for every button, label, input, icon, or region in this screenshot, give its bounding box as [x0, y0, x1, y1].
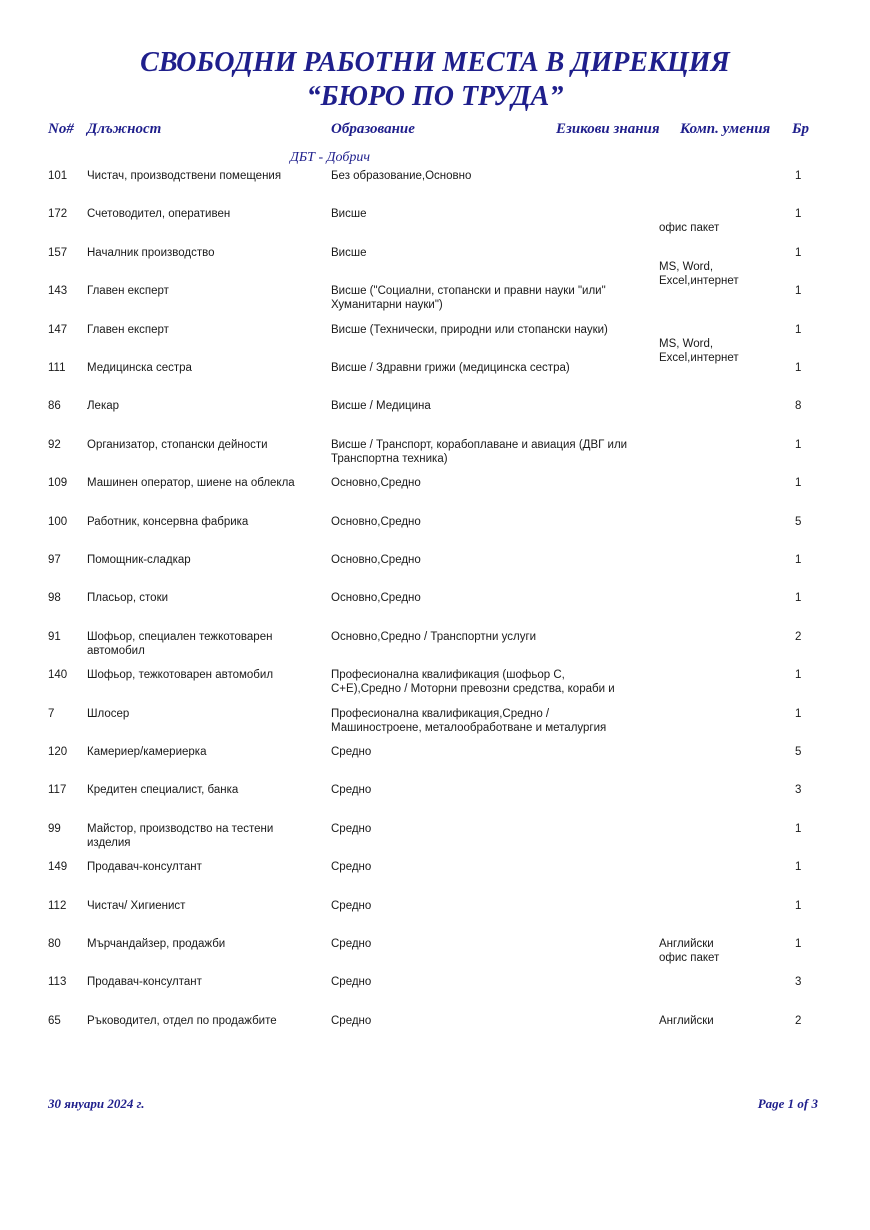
row-position: Шофьор, тежкотоварен автомобил: [87, 669, 274, 681]
row-position: Ръководител, отдел по продажбите: [87, 1015, 277, 1027]
column-header-computer: Комп. умения: [680, 121, 771, 137]
row-count: 1: [795, 285, 802, 297]
column-header-education: Образование: [331, 121, 415, 137]
row-education: Висше / Транспорт, корабоплаване и авиация (ДВГ или Транспортна техника): [331, 439, 628, 465]
table-row: [0, 707, 870, 745]
row-education: Средно: [331, 1015, 372, 1027]
table-row: [0, 361, 870, 399]
row-education: Средно: [331, 976, 372, 988]
row-position: Продавач-консултант: [87, 976, 202, 988]
table-row: [0, 745, 870, 783]
row-number: 100: [48, 516, 68, 528]
table-row: [0, 1014, 870, 1052]
table-row: [0, 399, 870, 437]
table-row: [0, 207, 870, 245]
row-number: 109: [48, 477, 68, 489]
row-position: Чистач, производствени помещения: [87, 170, 282, 182]
row-position: Лекар: [87, 400, 120, 412]
table-row: [0, 822, 870, 860]
row-count: 3: [795, 784, 802, 796]
row-position: Главен експерт: [87, 324, 169, 336]
row-number: 65: [48, 1015, 61, 1027]
row-count: 1: [795, 900, 802, 912]
row-education: Средно: [331, 938, 372, 950]
row-education: Висше / Здравни грижи (медицинска сестра): [331, 362, 570, 374]
row-number: 86: [48, 400, 61, 412]
table-row: [0, 284, 870, 322]
row-extra-skills: [659, 937, 769, 965]
table-row: [0, 476, 870, 514]
row-number: 149: [48, 861, 68, 873]
row-language: Английски: [659, 938, 714, 950]
row-education: Средно: [331, 746, 372, 758]
row-position: Мърчандайзер, продажби: [87, 938, 226, 950]
page-title-line-2: “БЮРО ПО ТРУДА”: [306, 81, 564, 112]
table-row: [0, 553, 870, 591]
column-header-languages: Езикови знания: [556, 121, 660, 137]
column-header-no: No#: [48, 121, 74, 137]
row-position: Помощник-сладкар: [87, 554, 191, 566]
row-count: 2: [795, 1015, 802, 1027]
row-count: 3: [795, 976, 802, 988]
row-count: 1: [795, 592, 802, 604]
row-education: Висше: [331, 208, 367, 220]
table-row: [0, 630, 870, 668]
table-row: [0, 438, 870, 476]
row-number: 113: [48, 976, 67, 988]
table-row: [0, 515, 870, 553]
row-number: 92: [48, 439, 61, 451]
row-count: 1: [795, 477, 802, 489]
row-position: Шофьор, специален тежкотоварен автомобил: [87, 631, 273, 657]
column-header-position: Длъжност: [87, 121, 162, 137]
row-count: 1: [795, 938, 802, 950]
row-number: 99: [48, 823, 61, 835]
row-position: Камериер/камериерка: [87, 746, 207, 758]
row-number: 80: [48, 938, 61, 950]
row-position: Медицинска сестра: [87, 362, 192, 374]
office-name: ДБТ - Добрич: [290, 150, 371, 165]
row-position: Организатор, стопански дейности: [87, 439, 268, 451]
footer-page-number: Page 1 of 3: [757, 1096, 818, 1111]
row-count: 1: [795, 439, 802, 451]
row-number: 98: [48, 592, 61, 604]
row-count: 5: [795, 516, 802, 528]
row-education: Основно,Средно / Транспортни услуги: [331, 631, 537, 643]
table-row: [0, 169, 870, 207]
row-count: 8: [795, 400, 802, 412]
row-count: 1: [795, 324, 802, 336]
row-count: 1: [795, 362, 802, 374]
row-position: Началник производство: [87, 247, 215, 259]
row-count: 1: [795, 669, 802, 681]
row-education: Висше / Медицина: [331, 400, 431, 412]
row-education: Професионална квалификация,Средно / Машиностроене, металообработване и металургия: [331, 708, 607, 734]
row-computer-skills: офис пакет: [659, 222, 720, 234]
row-position: Работник, консервна фабрика: [87, 516, 249, 528]
table-row: [0, 899, 870, 937]
row-education: Висше (Технически, природни или стопански науки): [331, 324, 608, 336]
row-number: 140: [48, 669, 68, 681]
row-number: 7: [48, 708, 55, 720]
row-count: 2: [795, 631, 802, 643]
row-number: 157: [48, 247, 68, 259]
row-extra-skills: [659, 1014, 769, 1028]
row-count: 1: [795, 247, 802, 259]
row-position: Майстор, производство на тестени изделия: [87, 823, 274, 849]
row-position: Машинен оператор, шиене на облекла: [87, 477, 295, 489]
row-computer-skills: MS, Word, Excel,интернет: [659, 261, 739, 287]
row-count: 1: [795, 861, 802, 873]
page-title-line-1: СВОБОДНИ РАБОТНИ МЕСТА В ДИРЕКЦИЯ: [140, 47, 730, 78]
row-education: Професионална квалификация (шофьор С, С+Е),Средно / Моторни превозни средства, кораби и: [331, 669, 615, 695]
row-education: Средно: [331, 900, 372, 912]
row-count: 1: [795, 170, 802, 182]
row-language: Английски: [659, 1015, 714, 1027]
row-position: Счетоводител, оперативен: [87, 208, 231, 220]
table-row: [0, 783, 870, 821]
table-row: [0, 668, 870, 706]
row-number: 91: [48, 631, 61, 643]
row-education: Висше: [331, 247, 367, 259]
table-row: [0, 937, 870, 975]
row-count: 1: [795, 823, 802, 835]
row-position: Главен експерт: [87, 285, 169, 297]
column-header-count: Бр: [792, 121, 810, 137]
row-education: Основно,Средно: [331, 477, 421, 489]
row-number: 111: [48, 362, 66, 374]
table-row: [0, 323, 870, 364]
row-education: Основно,Средно: [331, 554, 421, 566]
row-number: 101: [48, 170, 68, 182]
table-row: [0, 860, 870, 898]
row-education: Средно: [331, 823, 372, 835]
table-row: [0, 591, 870, 629]
row-education: Средно: [331, 784, 372, 796]
row-position: Продавач-консултант: [87, 861, 202, 873]
row-computer-skills: MS, Word, Excel,интернет: [659, 338, 739, 364]
row-extra-skills: [659, 221, 769, 235]
row-number: 97: [48, 554, 61, 566]
row-education: Основно,Средно: [331, 516, 421, 528]
row-number: 172: [48, 208, 68, 220]
row-number: 112: [48, 900, 67, 912]
row-education: Средно: [331, 861, 372, 873]
row-number: 143: [48, 285, 68, 297]
row-education: Основно,Средно: [331, 592, 421, 604]
row-education: Висше ("Социални, стопански и правни науки "или" Хуманитарни науки"): [331, 285, 606, 311]
footer-date: 30 януари 2024 г.: [48, 1096, 145, 1111]
row-count: 1: [795, 708, 802, 720]
row-education: Без образование,Основно: [331, 170, 472, 182]
row-count: 5: [795, 746, 802, 758]
row-number: 120: [48, 746, 68, 758]
row-position: Шлосер: [87, 708, 130, 720]
row-computer-skills: офис пакет: [659, 952, 720, 964]
row-position: Кредитен специалист, банка: [87, 784, 239, 796]
table-row: [0, 246, 870, 287]
row-number: 117: [48, 784, 67, 796]
row-number: 147: [48, 324, 68, 336]
row-position: Чистач/ Хигиенист: [87, 900, 186, 912]
table-row: [0, 975, 870, 1013]
row-count: 1: [795, 554, 802, 566]
row-count: 1: [795, 208, 802, 220]
row-position: Пласьор, стоки: [87, 592, 169, 604]
